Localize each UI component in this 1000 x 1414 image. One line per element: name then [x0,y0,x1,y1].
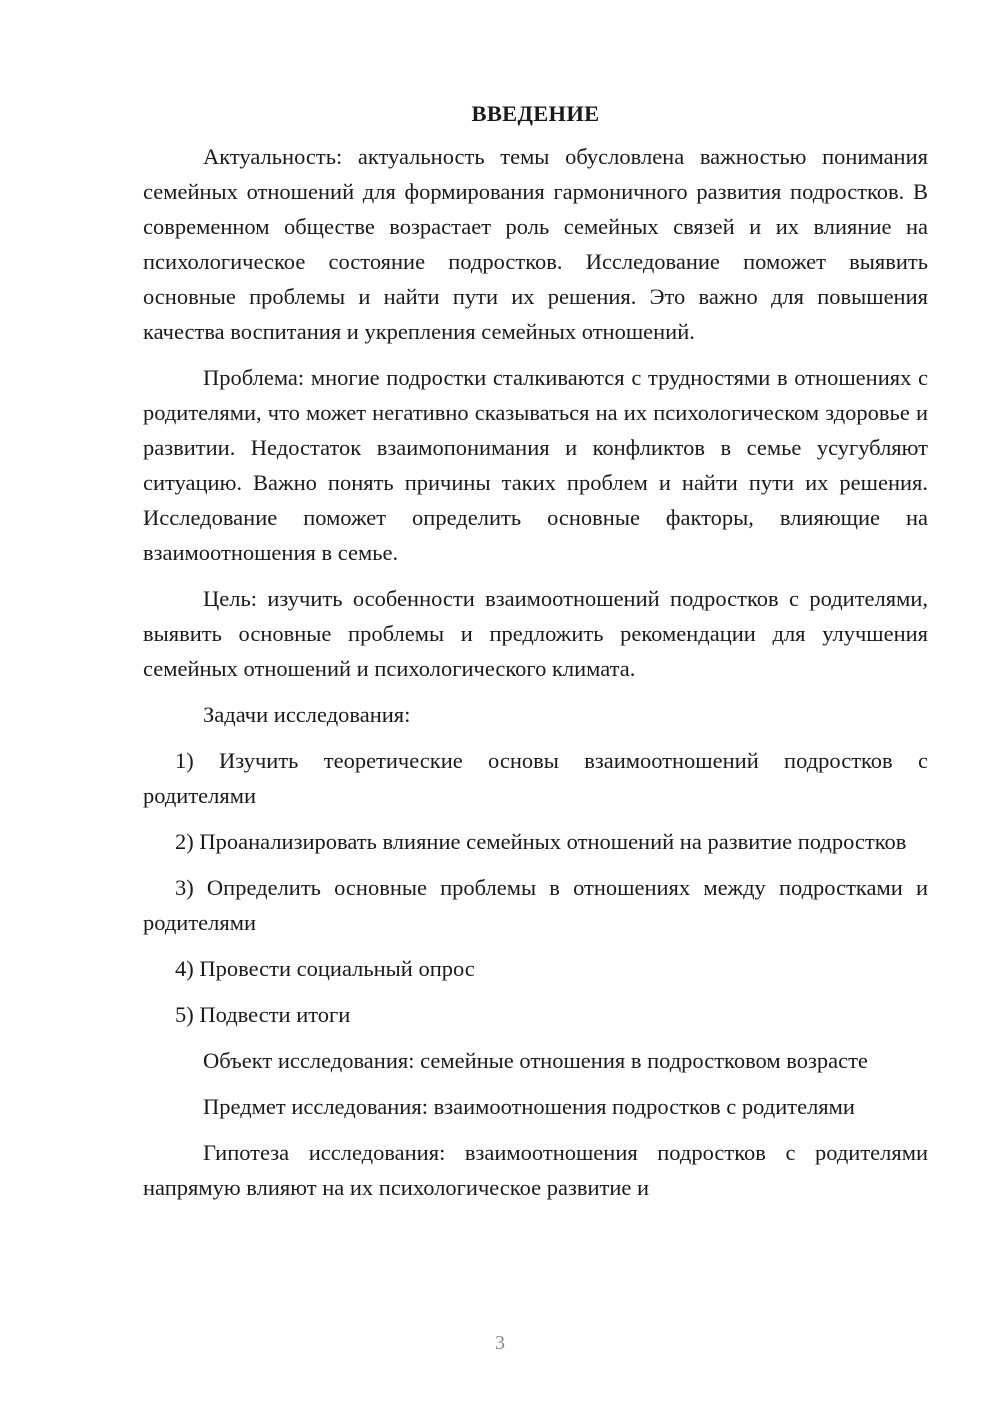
page-number: 3 [495,1332,505,1354]
task-item-5: 5) Подвести итоги [175,1002,351,1027]
problem-paragraph: Проблема: многие подростки сталкиваются с трудностями в отношениях с родителями, что может негативно сказываться на их психологическом здоровье и развитии. Недостаток взаимопонимания и конфликтов в семье усугубляют ситуацию. Важно понять причины таких проблем и найти пути их решения. Исследование поможет определить основные факторы, влияющие на взаимоотношения в семье. [143,365,928,565]
goal-paragraph: Цель: изучить особенности взаимоотношений подростков с родителями, выявить основные проблемы и предложить рекомендации для улучшения семейных отношений и психологического климата. [143,586,928,681]
section-title: ВВЕДЕНИЕ [471,101,600,126]
task-item-3: 3) Определить основные проблемы в отношениях между подростками и родителями [143,875,928,935]
subject-paragraph: Предмет исследования: взаимоотношения подростков с родителями [203,1094,855,1119]
task-item-4: 4) Провести социальный опрос [175,956,475,981]
object-paragraph: Объект исследования: семейные отношения в подростковом возрасте [203,1048,868,1073]
page-content [143,96,928,1216]
hypothesis-paragraph: Гипотеза исследования: взаимоотношения подростков с родителями напрямую влияют на их психологическое развитие и [143,1140,928,1200]
relevance-paragraph: Актуальность: актуальность темы обусловлена важностью понимания семейных отношений для формирования гармоничного развития подростков. В современном обществе возрастает роль семейных связей и их влияние на психологическое состояние подростков. Исследование поможет выявить основные проблемы и найти пути их решения. Это важно для повышения качества воспитания и укрепления семейных отношений. [143,144,928,344]
task-item-2: 2) Проанализировать влияние семейных отношений на развитие подростков [175,829,907,854]
task-item-1: 1) Изучить теоретические основы взаимоотношений подростков с родителями [143,748,928,808]
tasks-heading: Задачи исследования: [203,702,411,727]
